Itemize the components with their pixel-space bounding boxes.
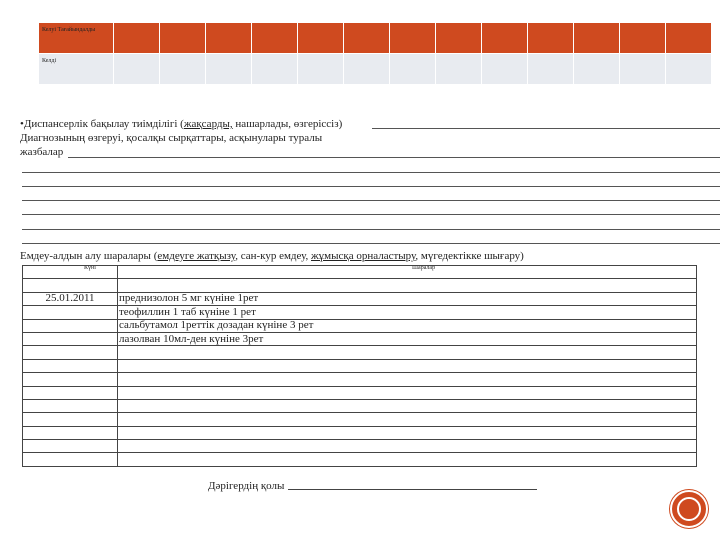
arrived-cell[interactable]: [344, 54, 390, 85]
arrived-cell[interactable]: [574, 54, 620, 85]
scheduled-cell[interactable]: [344, 23, 390, 54]
date-cell[interactable]: 25.01.2011: [23, 292, 118, 305]
arrived-cell[interactable]: [436, 54, 482, 85]
table-row: [23, 386, 697, 399]
arrived-cell[interactable]: [620, 54, 666, 85]
measure-cell[interactable]: [118, 359, 697, 372]
scheduled-cell[interactable]: [114, 23, 160, 54]
table-row: [23, 279, 697, 292]
date-cell[interactable]: [23, 426, 118, 439]
date-cell[interactable]: [23, 306, 118, 319]
arrived-cell[interactable]: [206, 54, 252, 85]
treatment-heading: [20, 250, 524, 262]
doctor-signature-label: Дәрігердің қолы: [208, 480, 285, 492]
date-cell[interactable]: [23, 399, 118, 412]
scheduled-label: Келуі Тағайындалды: [39, 23, 114, 54]
scheduled-cell[interactable]: [436, 23, 482, 54]
arrived-cell[interactable]: [298, 54, 344, 85]
arrived-cell[interactable]: [528, 54, 574, 85]
notes-line[interactable]: [22, 229, 720, 230]
table-row: [23, 266, 697, 279]
table-row: [23, 426, 697, 439]
notes-line[interactable]: [22, 172, 720, 173]
measure-cell[interactable]: [118, 373, 697, 386]
arrived-cell[interactable]: [666, 54, 712, 85]
date-cell[interactable]: [23, 346, 118, 359]
measure-cell[interactable]: [118, 279, 697, 292]
measure-cell[interactable]: [118, 413, 697, 426]
treatment-prefix: Емдеу-алдын алу шаралары (: [20, 250, 158, 262]
table-row: [23, 292, 697, 305]
effectiveness-suffix: нашарлады, өзгеріссіз): [232, 118, 343, 130]
treatment-mid: , сан-кур емдеу,: [235, 250, 312, 262]
table-row: [23, 346, 697, 359]
measure-cell[interactable]: [118, 266, 697, 279]
measure-cell[interactable]: сальбутамол 1реттік дозадан күніне 3 рет: [118, 319, 697, 332]
arrived-cell[interactable]: [160, 54, 206, 85]
notes-line[interactable]: [22, 214, 720, 215]
measure-cell[interactable]: [118, 399, 697, 412]
table-row: [23, 399, 697, 412]
table-row: [23, 453, 697, 466]
circle-logo-icon: [670, 490, 708, 528]
arrived-label: Келді: [39, 54, 114, 85]
arrived-cell[interactable]: [390, 54, 436, 85]
notes-line[interactable]: [22, 186, 720, 187]
scheduled-cell[interactable]: [482, 23, 528, 54]
measure-cell[interactable]: [118, 453, 697, 466]
table-row: [23, 359, 697, 372]
table-row: [23, 373, 697, 386]
date-cell[interactable]: [23, 440, 118, 453]
scheduled-cell[interactable]: [252, 23, 298, 54]
notes-line[interactable]: [22, 200, 720, 201]
diagnosis-label: Диагнозының өзгеруі, қосалқы сырқаттары, асқынулары туралы: [20, 132, 323, 144]
date-column-header: Күні: [84, 265, 96, 271]
effectiveness-prefix: •Диспансерлік бақылау тиімділігі (: [20, 118, 184, 130]
date-cell[interactable]: [23, 266, 118, 279]
measure-cell[interactable]: [118, 346, 697, 359]
table-row: [23, 413, 697, 426]
date-cell[interactable]: [23, 279, 118, 292]
treatment-hospitalization: емдеуге жатқызу: [157, 250, 236, 262]
date-cell[interactable]: [23, 373, 118, 386]
signature-line[interactable]: [288, 489, 537, 490]
scheduled-cell[interactable]: [206, 23, 252, 54]
date-cell[interactable]: [23, 413, 118, 426]
treatment-employment: жұмысқа орналастыру: [311, 250, 416, 262]
notes-line[interactable]: [22, 243, 720, 244]
measure-cell[interactable]: [118, 426, 697, 439]
effectiveness-fill-line[interactable]: [372, 128, 720, 129]
measure-cell[interactable]: теофиллин 1 таб күніне 1 рет: [118, 306, 697, 319]
measure-cell[interactable]: преднизолон 5 мг күніне 1рет: [118, 292, 697, 305]
date-cell[interactable]: [23, 386, 118, 399]
effectiveness-text: [20, 118, 342, 130]
measures-column-header: Шаралар: [412, 265, 436, 271]
arrived-cell[interactable]: [252, 54, 298, 85]
arrived-cell[interactable]: [482, 54, 528, 85]
date-cell[interactable]: [23, 453, 118, 466]
notes-label: жазбалар: [20, 146, 64, 158]
table-row: [23, 319, 697, 332]
scheduled-cell[interactable]: [160, 23, 206, 54]
measure-cell[interactable]: [118, 440, 697, 453]
scheduled-cell[interactable]: [666, 23, 712, 54]
table-row: [23, 332, 697, 345]
table-row: [23, 306, 697, 319]
visits-table: [38, 22, 712, 85]
date-cell[interactable]: [23, 319, 118, 332]
measure-cell[interactable]: лазолван 10мл-ден күніне 3рет: [118, 332, 697, 345]
arrived-cell[interactable]: [114, 54, 160, 85]
scheduled-cell[interactable]: [574, 23, 620, 54]
notes-line[interactable]: [68, 157, 720, 158]
scheduled-cell[interactable]: [298, 23, 344, 54]
date-cell[interactable]: [23, 332, 118, 345]
treatment-suffix: , мүгедектікке шығару): [415, 250, 524, 262]
scheduled-cell[interactable]: [528, 23, 574, 54]
measures-table: [22, 265, 697, 467]
measure-cell[interactable]: [118, 386, 697, 399]
scheduled-cell[interactable]: [620, 23, 666, 54]
effectiveness-improved: жақсарды,: [183, 118, 233, 130]
date-cell[interactable]: [23, 359, 118, 372]
scheduled-cell[interactable]: [390, 23, 436, 54]
table-row: [23, 440, 697, 453]
